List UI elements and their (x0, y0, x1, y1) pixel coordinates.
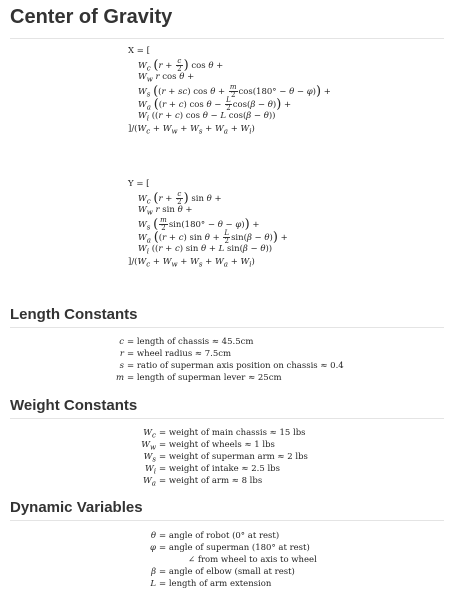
length-symbol: s (119, 361, 124, 371)
y-eq-line-4: $W_a$ ((r + c) sin θ + $\frac{L}{2}$ sin(β − θ)) + (138, 229, 288, 245)
length-symbol: c (119, 337, 124, 347)
y-eq-line-1: $W_c$ (r + $\frac{c}{2}$ ) sin θ + (138, 190, 222, 206)
length-row (112, 336, 344, 348)
dynamic-row (140, 542, 317, 554)
weight-symbol: $W_c$ (143, 428, 156, 440)
dynamic-definition: = angle of elbow (small at rest) (159, 567, 295, 577)
length-definition: = length of superman lever ≈ 25cm (127, 373, 282, 383)
dynamic-definition: ∠ from wheel to axis to wheel (188, 555, 317, 565)
weight-row (140, 475, 308, 487)
weight-symbol: $W_w$ (141, 440, 156, 452)
dynamic-divider (10, 520, 444, 521)
dynamic-definition: = angle of robot (0° at rest) (159, 531, 280, 541)
weight-symbol: $W_a$ (143, 476, 156, 488)
dynamic-definition: = length of arm extension (159, 579, 272, 589)
x-eq-line-2: $W_w$ r cos θ + (138, 72, 195, 84)
weight-definition: = weight of main chassis ≈ 15 lbs (159, 428, 306, 438)
weight-definition: = weight of arm ≈ 8 lbs (159, 476, 263, 486)
weight-row (140, 463, 308, 475)
dynamic-symbol: β (151, 567, 156, 577)
dynamic-symbol: φ (150, 543, 156, 553)
weight-divider (10, 418, 444, 419)
title-divider (10, 38, 444, 39)
x-eq-line-3: $W_s$ ((r + sc) cos θ + $\frac{m}{2}$ cos(180° − θ − φ)) + (138, 83, 331, 99)
y-eq-line-6: ]$/(W_c + W_w + W_s + W_a + W_i)$ (128, 257, 255, 269)
length-row (112, 348, 344, 360)
x-eq-line-0: X = [ (128, 46, 150, 56)
weight-constants-heading: Weight Constants (10, 397, 138, 414)
x-eq-line-6: ]$/(W_c + W_w + W_s + W_a + W_i)$ (128, 124, 255, 136)
length-definition: = length of chassis ≈ 45.5cm (127, 337, 254, 347)
dynamic-definition: = angle of superman (180° at rest) (159, 543, 310, 553)
x-eq-line-1: $W_c$ (r + $\frac{c}{2}$ ) cos θ + (138, 57, 224, 73)
length-row (112, 360, 344, 372)
dynamic-row (140, 554, 317, 566)
dynamic-row (140, 578, 317, 590)
length-definition: = ratio of superman axis position on chassis ≈ 0.4 (127, 361, 344, 371)
weight-symbol: $W_i$ (144, 464, 156, 476)
length-constants-heading: Length Constants (10, 306, 138, 323)
weight-symbol: $W_s$ (143, 452, 156, 464)
dynamic-row (140, 530, 317, 542)
page-title: Center of Gravity (10, 6, 173, 28)
x-equation (128, 45, 331, 136)
length-constants-table (112, 336, 344, 384)
dynamic-variables-heading: Dynamic Variables (10, 499, 143, 516)
x-eq-line-5: $W_i$ ((r + c) cos θ − L cos(β − θ)) (138, 111, 276, 123)
length-row (112, 372, 344, 384)
length-symbol: m (115, 373, 124, 383)
weight-row (140, 427, 308, 439)
dynamic-symbol (140, 554, 156, 566)
y-eq-line-5: $W_i$ ((r + c) sin θ + L sin(β − θ)) (138, 244, 273, 256)
weight-definition: = weight of superman arm ≈ 2 lbs (159, 452, 308, 462)
length-symbol: r (119, 349, 124, 359)
weight-definition: = weight of wheels ≈ 1 lbs (159, 440, 275, 450)
weight-constants-table (140, 427, 308, 487)
y-eq-line-2: $W_w$ r sin θ + (138, 205, 193, 217)
y-equation (128, 178, 288, 269)
length-divider (10, 327, 444, 328)
dynamic-symbol: L (150, 579, 156, 589)
x-eq-line-4: $W_a$ ((r + c) cos θ − $\frac{L}{2}$ cos(β − θ)) + (138, 96, 292, 112)
dynamic-symbol: θ (150, 531, 156, 541)
weight-definition: = weight of intake ≈ 2.5 lbs (159, 464, 280, 474)
y-eq-line-3: $W_s$ ( $\frac{m}{2}$ sin(180° − θ − φ)) + (138, 216, 260, 232)
dynamic-variables-table (140, 530, 317, 590)
y-eq-line-0: Y = [ (128, 179, 150, 189)
dynamic-row (140, 566, 317, 578)
weight-row (140, 451, 308, 463)
weight-row (140, 439, 308, 451)
length-definition: = wheel radius ≈ 7.5cm (127, 349, 232, 359)
